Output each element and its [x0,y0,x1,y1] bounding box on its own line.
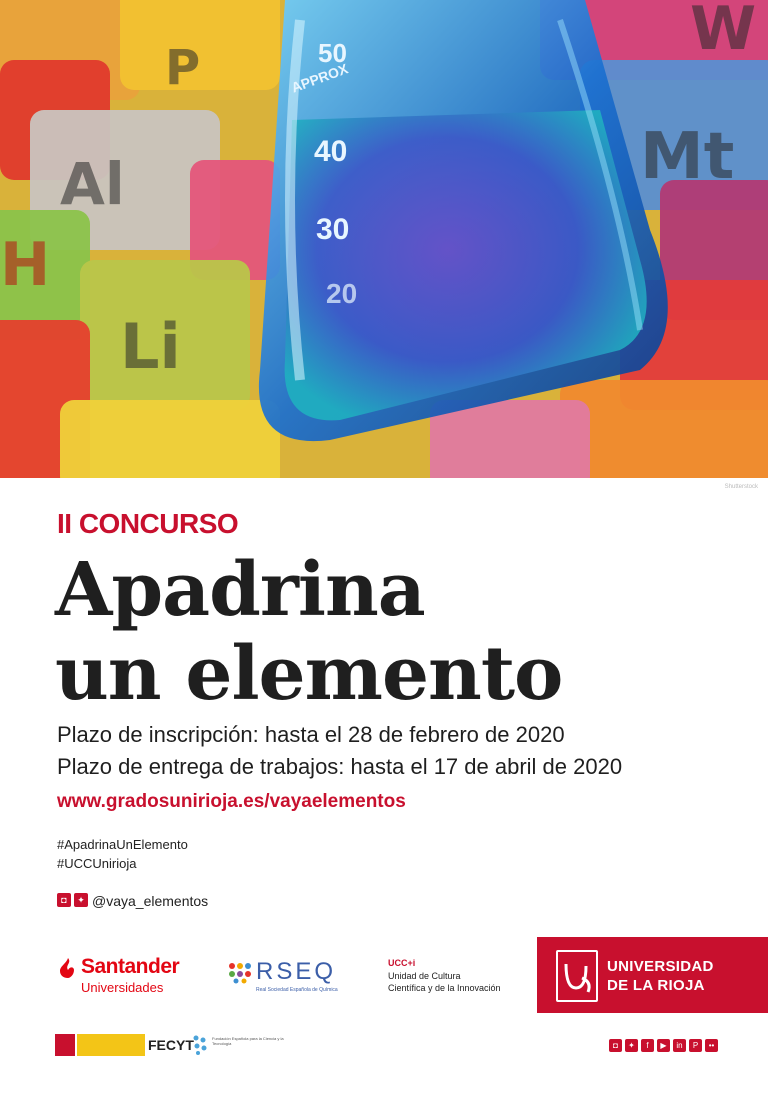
youtube-icon[interactable]: ▶ [657,1039,670,1052]
photo-credit: Shutterstock [724,484,758,490]
tile-symbol: W [690,0,757,64]
contest-url-link[interactable]: www.gradosunirioja.es/vayaelementos [57,791,406,812]
twitter-icon[interactable]: ✦ [625,1039,638,1052]
title-line-1: Apadrina [55,547,425,633]
facebook-icon[interactable]: f [641,1039,654,1052]
flask-marking: 20 [326,278,358,309]
gobierno-espana-logo [55,1034,145,1056]
pinterest-icon[interactable]: P [689,1039,702,1052]
santander-logo [57,955,197,1000]
rseq-name: RSEQ [256,958,337,985]
ucci-line1: Unidad de Cultura [388,971,461,981]
santander-sub: Universidades [81,980,164,995]
instagram-icon[interactable]: ◘ [57,893,71,907]
rseq-dots-icon [228,962,254,984]
tile-symbol: Li [120,310,181,383]
flask-marking: 40 [314,135,348,168]
flask-marking: 30 [316,213,350,246]
linkedin-icon[interactable]: in [673,1039,686,1052]
hashtag-apadrina[interactable]: #ApadrinaUnElemento [57,837,188,852]
hero-photo [0,0,768,478]
tile-symbol: Mt [640,120,735,194]
fecyt-sub: Fundación Española para la Ciencia y la Tecnología [212,1036,284,1046]
flask-illustration [0,0,768,478]
fecyt-name: FECYT [148,1037,194,1053]
ucci-line2: Científica y de la Innovación [388,983,501,993]
hashtag-ucc[interactable]: #UCCUnirioja [57,856,137,871]
tile-symbol: H [0,230,51,300]
fecyt-dots-icon [192,1034,210,1056]
santander-name: Santander [81,955,180,978]
spain-shield-icon [55,1034,75,1056]
ministry-bar [77,1034,145,1056]
ur-emblem-icon [556,950,598,1002]
tile-symbol: P [165,40,201,96]
contest-title [55,548,562,716]
rseq-logo [228,958,353,998]
flask-marking: 50 [318,38,347,68]
title-line-2: un elemento [55,631,563,717]
flickr-icon[interactable]: •• [705,1039,718,1052]
ur-line-2: DE LA RIOJA [607,977,705,994]
santander-flame-icon [57,957,79,979]
rseq-sub: Real Sociedad Española de Química [256,987,338,993]
universidad-rioja-name [607,957,714,995]
twitter-icon[interactable]: ✦ [74,893,88,907]
social-handle[interactable]: @vaya_elementos [92,893,209,909]
ucci-title: UCC+i [388,958,416,968]
ur-line-1: UNIVERSIDAD [607,958,714,975]
instagram-icon[interactable]: ◘ [609,1039,622,1052]
contest-kicker: II CONCURSO [57,508,239,539]
submission-deadline: Plazo de entrega de trabajos: hasta el 17 de abril de 2020 [57,754,623,779]
ucci-logo [388,958,528,998]
registration-deadline: Plazo de inscripción: hasta el 28 de febrero de 2020 [57,722,565,747]
flask-marking: APPROX [289,60,351,96]
tile-symbol: Al [60,150,125,218]
